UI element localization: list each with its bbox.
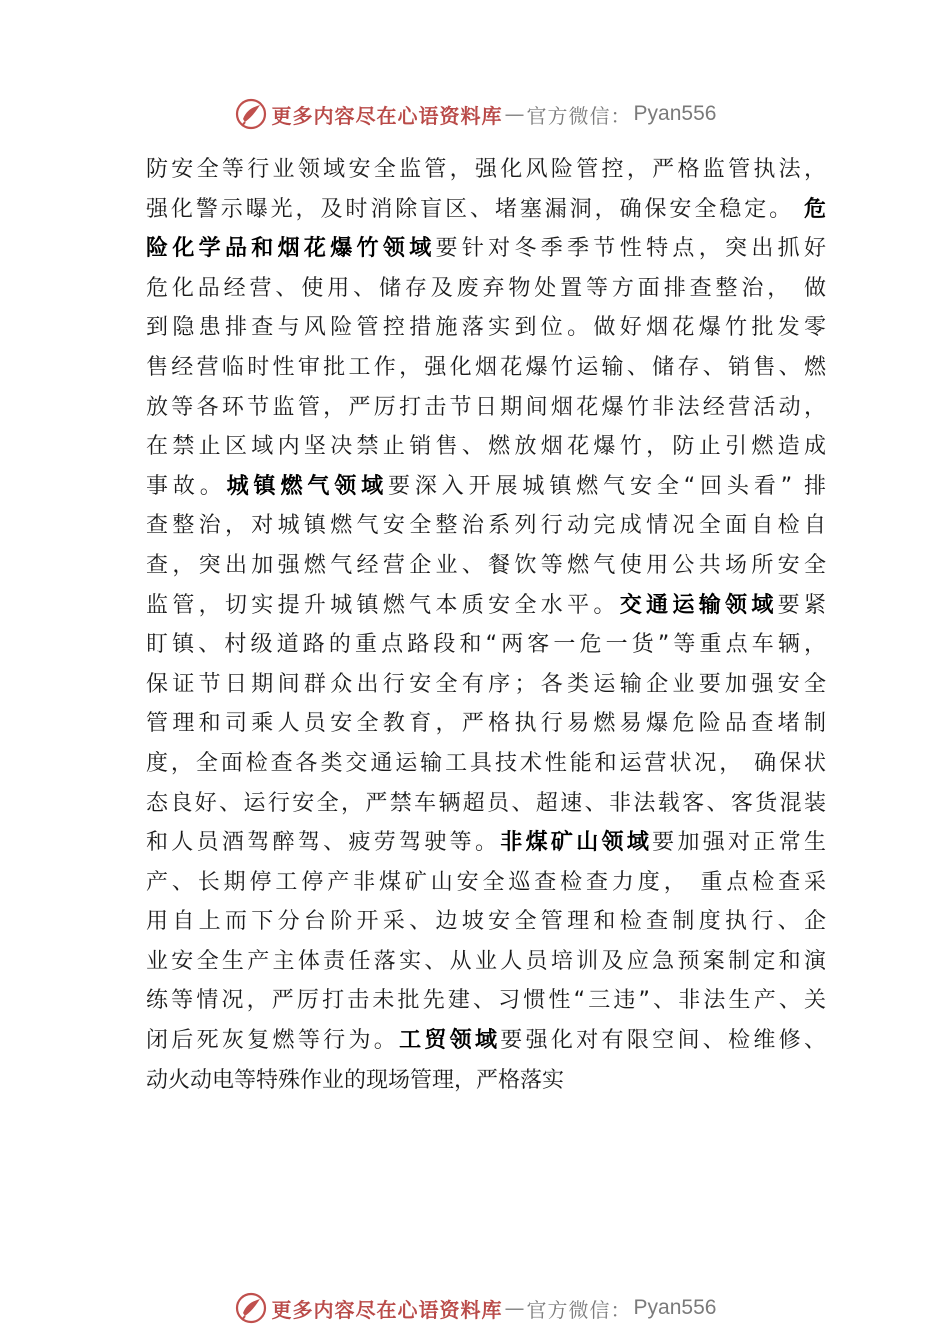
text-run: 查，突出加强燃气经营企业、餐饮等燃气使用公共场所安全 <box>146 552 826 578</box>
text-run: 危化品经营、使用、储存及废弃物处置等方面排查整治， 做 <box>146 275 826 301</box>
bold-heading-run: 城镇燃气领域 <box>226 473 388 499</box>
text-run: 要针对冬季季节性特点，突出抓好 <box>435 236 826 262</box>
document-body <box>146 150 826 1100</box>
text-run: 业安全生产主体责任落实、从业人员培训及应急预案制定和演 <box>146 948 826 974</box>
text-line <box>146 942 826 982</box>
header-banner <box>0 94 950 134</box>
text-line <box>146 665 826 705</box>
text-run: 要紧 <box>777 592 826 618</box>
text-run: 管理和司乘人员安全教育，严格执行易燃易爆危险品查堵制 <box>146 711 826 737</box>
text-run: 态良好、运行安全，严禁车辆超员、超速、非法载客、客货混装 <box>146 790 826 816</box>
text-run: 要强化对有限空间、检维修、 <box>500 1028 826 1054</box>
brand-name: 更多内容尽在心语资料库 <box>271 103 503 128</box>
bold-heading-run: 工贸领域 <box>399 1028 501 1054</box>
brand-name: 更多内容尽在心语资料库 <box>271 1297 503 1322</box>
text-line <box>146 190 826 230</box>
text-line <box>146 744 826 784</box>
wechat-id: Pyan556 <box>633 1296 717 1319</box>
text-run: 动火动电等特殊作业的现场管理，严格落实 <box>146 1067 565 1093</box>
brand-logo-icon <box>234 97 268 131</box>
text-line <box>146 269 826 309</box>
text-line <box>146 981 826 1021</box>
bold-heading-run: 非煤矿山领域 <box>500 830 653 856</box>
text-line <box>146 1021 826 1061</box>
text-run: 监管，切实提升城镇燃气本质安全水平。 <box>146 592 620 618</box>
text-line <box>146 586 826 626</box>
text-line <box>146 823 826 863</box>
footer-banner <box>0 1288 950 1328</box>
text-line <box>146 506 826 546</box>
text-run: 在禁止区域内坚决禁止销售、燃放烟花爆竹，防止引燃造成 <box>146 434 826 460</box>
text-line <box>146 863 826 903</box>
text-run: 盯镇、村级道路的重点路段和“两客一危一货”等重点车辆， <box>146 632 826 658</box>
text-line <box>146 150 826 190</box>
text-line <box>146 902 826 942</box>
text-line <box>146 388 826 428</box>
text-run: 产、长期停工停产非煤矿山安全巡查检查力度， 重点检查采 <box>146 869 826 895</box>
text-run: 查整治，对城镇燃气安全整治系列行动完成情况全面自检自 <box>146 513 826 539</box>
bold-heading-run: 危 <box>803 196 826 222</box>
text-run: 防安全等行业领域安全监管，强化风险管控，严格监管执法， <box>146 157 826 182</box>
text-run: 闭后死灰复燃等行为。 <box>146 1028 400 1054</box>
text-line <box>146 467 826 507</box>
text-run: 到隐患排查与风险管控措施落实到位。做好烟花爆竹批发零 <box>146 315 826 341</box>
text-line <box>146 1061 826 1101</box>
bold-heading-run: 交通运输领域 <box>619 592 778 618</box>
text-line <box>146 427 826 467</box>
text-run: 要深入开展城镇燃气安全“回头看” 排 <box>388 473 826 499</box>
text-line <box>146 704 826 744</box>
text-run: 强化警示曝光，及时消除盲区、堵塞漏洞，确保安全稳定。 <box>146 196 804 222</box>
text-line <box>146 625 826 665</box>
text-line <box>146 784 826 824</box>
wechat-label: 官方微信： <box>526 103 632 128</box>
text-run: 事故。 <box>146 473 227 499</box>
bold-heading-run: 险化学品和烟花爆竹领域 <box>146 236 436 262</box>
wechat-id: Pyan556 <box>633 102 717 125</box>
banner-dash: — <box>504 102 525 126</box>
text-run: 度，全面检查各类交通运输工具技术性能和运营状况， 确保状 <box>146 750 826 776</box>
text-line <box>146 546 826 586</box>
text-line <box>146 308 826 348</box>
text-run: 和人员酒驾醉驾、疲劳驾驶等。 <box>146 830 501 856</box>
text-line <box>146 229 826 269</box>
text-run: 保证节日期间群众出行安全有序；各类运输企业要加强安全 <box>146 671 826 697</box>
banner-dash: — <box>504 1296 525 1320</box>
text-run: 练等情况，严厉打击未批先建、习惯性“三违”、非法生产、关 <box>146 988 826 1014</box>
text-run: 售经营临时性审批工作，强化烟花爆竹运输、储存、销售、燃 <box>146 354 826 380</box>
text-run: 放等各环节监管，严厉打击节日期间烟花爆竹非法经营活动， <box>146 394 826 420</box>
text-line <box>146 348 826 388</box>
brand-logo-icon <box>234 1291 268 1325</box>
wechat-label: 官方微信： <box>526 1297 632 1322</box>
text-run: 要加强对正常生 <box>652 830 826 856</box>
text-run: 用自上而下分台阶开采、边坡安全管理和检查制度执行、企 <box>146 909 826 935</box>
